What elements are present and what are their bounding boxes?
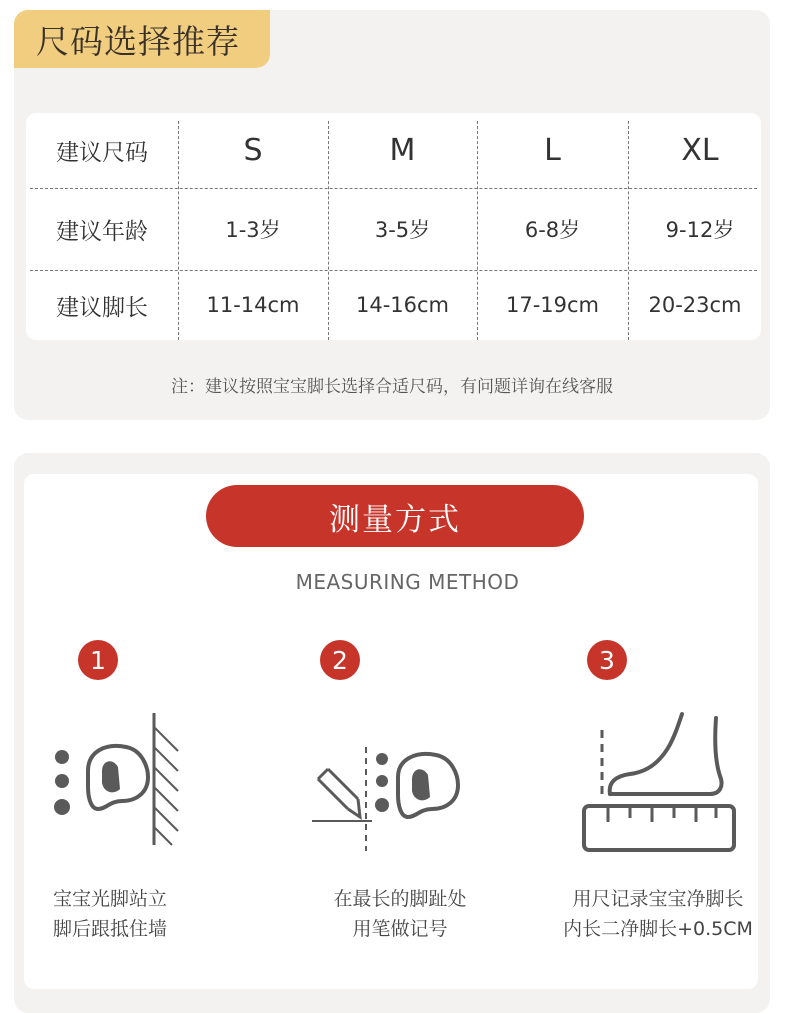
row-label-size: 建议尺码: [56, 140, 148, 166]
size-guide-title: 尺码选择推荐: [36, 21, 240, 61]
step-number-2: 2: [320, 640, 360, 680]
step-3-line-2: 内长二净脚长+0.5CM: [563, 918, 753, 940]
method-title: 测量方式: [329, 501, 461, 538]
size-m: M: [389, 133, 416, 168]
step-1-line-1: 宝宝光脚站立: [52, 888, 167, 910]
age-xl: 9-12岁: [665, 218, 735, 242]
foot-against-wall-icon: [44, 705, 194, 850]
size-s: S: [243, 133, 263, 168]
foot-length-xl: 20-23cm: [648, 293, 742, 317]
foot-length-l: 17-19cm: [505, 293, 600, 317]
step-2-line-1: 在最长的脚趾处: [333, 888, 467, 910]
foot-length-m: 14-16cm: [355, 293, 450, 317]
size-l: L: [544, 133, 561, 168]
step-caption-2: [300, 884, 500, 944]
age-s: 1-3岁: [225, 218, 281, 242]
row-label-age: 建议年龄: [56, 218, 148, 245]
step-2-line-2: 用笔做记号: [352, 918, 448, 940]
step-caption-1: [20, 884, 200, 944]
size-guide-title-badge: [14, 10, 270, 68]
size-table: [26, 113, 761, 340]
step-3-line-1: 用尺记录宝宝净脚长: [572, 888, 744, 910]
age-m: 3-5岁: [374, 218, 431, 242]
step-number-1: 1: [78, 640, 118, 680]
table-row-foot-length: [26, 270, 761, 340]
step-1-line-2: 脚后跟抵住墙: [52, 918, 167, 940]
row-label-foot-length: 建议脚长: [56, 294, 148, 321]
foot-length-s: 11-14cm: [206, 293, 300, 317]
pencil-mark-toe-icon: [310, 745, 475, 855]
method-title-pill: [206, 485, 584, 547]
size-xl: XL: [681, 133, 719, 168]
step-number-3: 3: [587, 640, 627, 680]
foot-on-ruler-icon: [578, 710, 743, 855]
table-row-age: [26, 188, 761, 270]
age-l: 6-8岁: [524, 218, 581, 242]
method-subtitle: MEASURING METHOD: [295, 570, 520, 594]
size-note: 注：建议按照宝宝脚长选择合适尺码，有问题详询在线客服: [171, 377, 613, 397]
step-caption-3: [552, 884, 764, 944]
table-row-size: [26, 113, 761, 188]
